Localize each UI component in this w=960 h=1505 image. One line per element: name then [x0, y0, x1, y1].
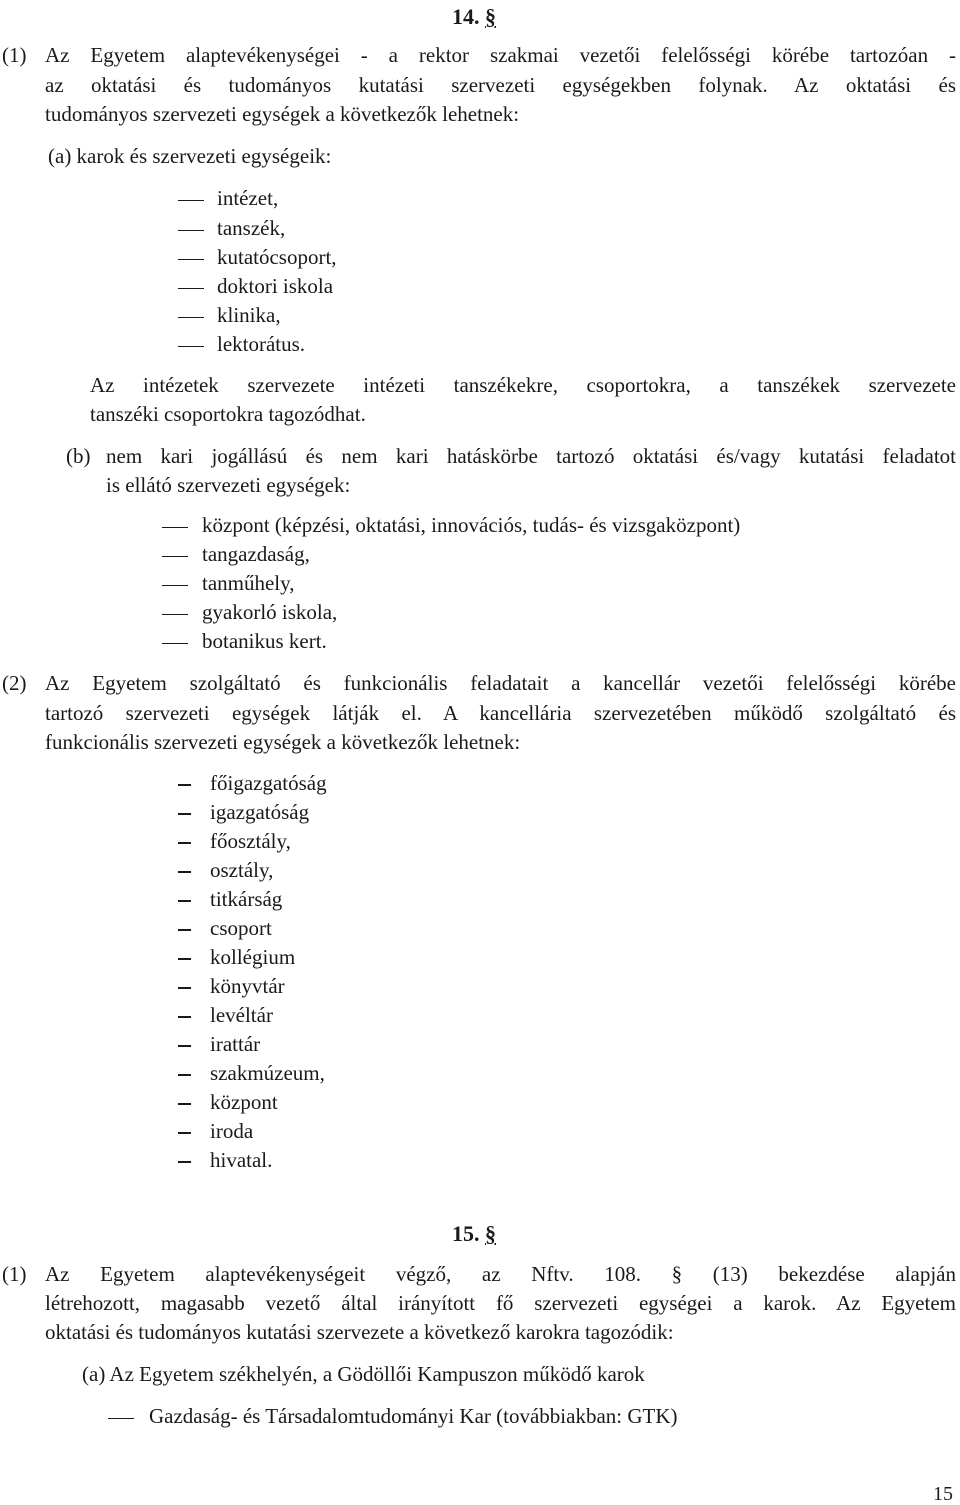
dash-bullet [178, 288, 204, 289]
list-item: titkárság [210, 887, 283, 911]
paragraph-label: (1) [2, 43, 27, 67]
section-symbol: § [485, 4, 496, 29]
dash-bullet [162, 643, 188, 644]
dash-bullet [178, 842, 191, 844]
dash-bullet [178, 346, 204, 347]
list-item: főosztály, [210, 829, 291, 853]
list-item: hivatal. [210, 1148, 273, 1172]
dash-bullet [178, 259, 204, 260]
dash-bullet [178, 1016, 191, 1018]
list-item: iroda [210, 1119, 254, 1143]
section-15-heading [452, 1223, 496, 1245]
paragraph-line: az oktatási és tudományos kutatási szervezeti egységekben folynak. Az oktatási és [45, 73, 956, 97]
note-line: Az intézetek szervezete intézeti tanszékekre, csoportokra, a tanszékek szervezete [90, 373, 956, 397]
dash-bullet [178, 1074, 191, 1076]
list-item: könyvtár [210, 974, 285, 998]
section-number: 15. [452, 1221, 480, 1246]
paragraph-line: nem kari jogállású és nem kari hatáskörbe tartozó oktatási és/vagy kutatási feladatot [106, 444, 956, 468]
list-item: tanszék, [217, 216, 286, 240]
dash-bullet [178, 1103, 191, 1105]
list-item: kutatócsoport, [217, 245, 337, 269]
page-number: 15 [933, 1483, 953, 1505]
list-item: tangazdaság, [202, 542, 310, 566]
subpoint-b-label: (b) [66, 444, 91, 468]
list-item: botanikus kert. [202, 629, 327, 653]
section-symbol: § [485, 1221, 496, 1246]
dash-bullet [178, 1161, 191, 1163]
dash-bullet [162, 556, 188, 557]
paragraph-line: funkcionális szervezeti egységek a következők lehetnek: [45, 730, 521, 754]
list-item: levéltár [210, 1003, 273, 1027]
paragraph-line: Az Egyetem alaptevékenységei - a rektor szakmai vezetői felelősségi körébe tartozóan - [45, 43, 956, 67]
list-item: kollégium [210, 945, 296, 969]
list-item: csoport [210, 916, 272, 940]
dash-bullet [178, 230, 204, 231]
list-item: Gazdaság- és Társadalomtudományi Kar (továbbiakban: GTK) [149, 1404, 678, 1428]
dash-bullet [108, 1418, 134, 1419]
list-item: igazgatóság [210, 800, 310, 824]
dash-bullet [178, 317, 204, 318]
note-line: tanszéki csoportokra tagozódhat. [90, 402, 366, 426]
list-item: osztály, [210, 858, 274, 882]
dash-bullet [178, 1132, 191, 1134]
subpoint-a: (a) karok és szervezeti egységeik: [48, 144, 332, 168]
list-item: szakmúzeum, [210, 1061, 325, 1085]
list-item: központ [210, 1090, 278, 1114]
paragraph-label: (1) [2, 1262, 27, 1286]
list-item: központ (képzési, oktatási, innovációs, tudás- és vizsgaközpont) [202, 513, 741, 537]
dash-bullet [162, 614, 188, 615]
paragraph-line: oktatási és tudományos kutatási szervezete a következő karokra tagozódik: [45, 1320, 674, 1344]
paragraph-line: tartozó szervezeti egységek látják el. A kancellária szervezetében működő szolgáltató és [45, 701, 956, 725]
dash-bullet [178, 987, 191, 989]
paragraph-line: Az Egyetem alaptevékenységeit végző, az Nftv. 108. § (13) bekezdése alapján [45, 1262, 956, 1286]
dash-bullet [178, 784, 191, 786]
paragraph-line: is ellátó szervezeti egységek: [106, 473, 351, 497]
paragraph-line: Az Egyetem szolgáltató és funkcionális feladatait a kancellár vezetői felelősségi körébe [45, 671, 956, 695]
list-item: irattár [210, 1032, 261, 1056]
paragraph-label: (2) [2, 671, 27, 695]
dash-bullet [162, 527, 188, 528]
dash-bullet [178, 871, 191, 873]
list-item: gyakorló iskola, [202, 600, 338, 624]
paragraph-line: létrehozott, magasabb vezető által irányított fő szervezeti egységei a karok. Az Egyetem [45, 1291, 956, 1315]
subpoint-a: (a) Az Egyetem székhelyén, a Gödöllői Kampuszon működő karok [82, 1362, 645, 1386]
section-14-heading [452, 6, 496, 28]
dash-bullet [178, 1045, 191, 1047]
list-item: klinika, [217, 303, 281, 327]
dash-bullet [178, 813, 191, 815]
list-item: lektorátus. [217, 332, 306, 356]
paragraph-line: tudományos szervezeti egységek a következők lehetnek: [45, 102, 520, 126]
dash-bullet [178, 958, 191, 960]
dash-bullet [162, 585, 188, 586]
list-item: intézet, [217, 186, 279, 210]
dash-bullet [178, 929, 191, 931]
section-number: 14. [452, 4, 480, 29]
list-item: tanműhely, [202, 571, 295, 595]
list-item: főigazgatóság [210, 771, 327, 795]
dash-bullet [178, 900, 191, 902]
dash-bullet [178, 200, 204, 201]
list-item: doktori iskola [217, 274, 334, 298]
